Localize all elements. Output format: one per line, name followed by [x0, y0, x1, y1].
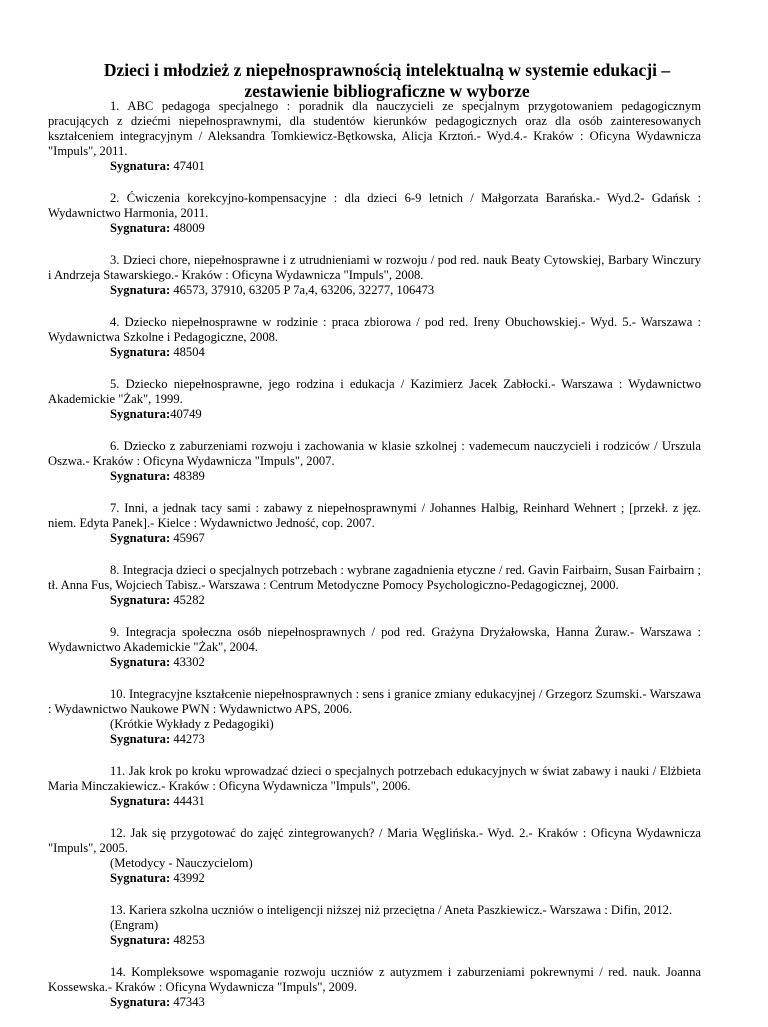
entry-description: 11. Jak krok po kroku wprowadzać dzieci o specjalnych potrzebach edukacyjnych w świat zabawy i nauki / Elżbieta Maria Minczakiewicz.- Kraków : Oficyna Wydawnicza "Impuls", 2006. [48, 764, 701, 793]
entry-series: (Metodycy - Nauczycielom) [110, 856, 253, 870]
title-line-2: zestawienie bibliograficzne w wyborze [244, 81, 530, 101]
signature-value: 43302 [170, 655, 205, 669]
entry-description: 10. Integracyjne kształcenie niepełnosprawnych : sens i granice zmiany edukacyjnej / Grzegorz Szumski.- Warszawa : Wydawnictwo Naukowe PWN : Wydawnictwo APS, 2006. [48, 687, 701, 716]
entry-signature [48, 871, 701, 886]
signature-value: 48504 [170, 345, 205, 359]
bibliography-entry [48, 563, 701, 608]
entry-description: 2. Ćwiczenia korekcyjno-kompensacyjne : dla dzieci 6-9 letnich / Małgorzata Barańska.- Wyd.2- Gdańsk : Wydawnictwo Harmonia, 2011. [48, 191, 701, 220]
entry-signature [48, 159, 701, 174]
bibliography-entry [48, 903, 701, 948]
entry-description: 3. Dzieci chore, niepełnosprawne i z utrudnieniami w rozwoju / pod red. nauk Beaty Cytowskiej, Barbary Winczury i Andrzeja Stawarskiego.- Kraków : Oficyna Wydawnicza "Impuls", 2008. [48, 253, 701, 282]
signature-label: Sygnatura: [110, 871, 171, 885]
signature-label: Sygnatura: [110, 345, 171, 359]
entry-signature [48, 732, 701, 747]
entry-description: 4. Dziecko niepełnosprawne w rodzinie : praca zbiorowa / pod red. Ireny Obuchowskiej.- Wyd. 5.- Warszawa : Wydawnictwa Szkolne i Pedagogiczne, 2008. [48, 315, 701, 344]
entry-description: 14. Kompleksowe wspomaganie rozwoju uczniów z autyzmem i zaburzeniami pokrewnymi / red. nauk. Joanna Kossewska.- Kraków : Oficyna Wydawnicza "Impuls", 2009. [48, 965, 701, 994]
signature-value: 48009 [170, 221, 205, 235]
signature-label: Sygnatura: [110, 221, 171, 235]
bibliography-entry [48, 99, 701, 174]
signature-label: Sygnatura: [110, 593, 171, 607]
bibliography-entry [48, 625, 701, 670]
bibliography-entry [48, 253, 701, 298]
signature-label: Sygnatura: [110, 469, 171, 483]
entry-description: 6. Dziecko z zaburzeniami rozwoju i zachowania w klasie szkolnej : vademecum nauczycieli i rodziców / Urszula Oszwa.- Kraków : Oficyna Wydawnicza "Impuls", 2007. [48, 439, 701, 468]
signature-value: 45967 [170, 531, 205, 545]
signature-value: 48253 [170, 933, 205, 947]
page-title [80, 60, 694, 102]
signature-label: Sygnatura: [110, 655, 171, 669]
signature-label: Sygnatura: [110, 159, 171, 173]
bibliography-entry [48, 826, 701, 886]
entry-description: 12. Jak się przygotować do zajęć zintegrowanych? / Maria Węglińska.- Wyd. 2.- Kraków : Oficyna Wydawnicza "Impuls", 2005. [48, 826, 701, 855]
signature-value: 47343 [170, 995, 205, 1009]
signature-value: 47401 [170, 159, 205, 173]
signature-value: 44273 [170, 732, 205, 746]
entry-signature [48, 283, 701, 298]
bibliography-list [48, 99, 701, 1027]
entry-description: 5. Dziecko niepełnosprawne, jego rodzina i edukacja / Kazimierz Jacek Zabłocki.- Warszawa : Wydawnictwo Akademickie "Żak", 1999. [48, 377, 701, 406]
signature-label: Sygnatura: [110, 995, 171, 1009]
signature-value: 43992 [170, 871, 205, 885]
bibliography-entry [48, 315, 701, 360]
entry-signature [48, 469, 701, 484]
signature-value: 44431 [170, 794, 205, 808]
signature-value: 48389 [170, 469, 205, 483]
entry-signature [48, 345, 701, 360]
entry-signature [48, 933, 701, 948]
entry-signature [48, 995, 701, 1010]
entry-signature [48, 655, 701, 670]
bibliography-entry [48, 377, 701, 422]
entry-description: 7. Inni, a jednak tacy sami : zabawy z niepełnosprawnymi / Johannes Halbig, Reinhard Wehnert ; [przekł. z jęz. niem. Edyta Panek].- Kielce : Wydawnictwo Jedność, cop. 2007. [48, 501, 701, 530]
signature-label: Sygnatura: [110, 283, 171, 297]
entry-series: (Krótkie Wykłady z Pedagogiki) [110, 717, 274, 731]
bibliography-entry [48, 965, 701, 1010]
signature-value: 45282 [170, 593, 205, 607]
bibliography-entry [48, 764, 701, 809]
entry-description: 13. Kariera szkolna uczniów o inteligencji niższej niż przeciętna / Aneta Paszkiewicz.- Warszawa : Difin, 2012. [110, 903, 673, 917]
bibliography-entry [48, 501, 701, 546]
entry-signature [48, 407, 701, 422]
entry-series: (Engram) [110, 918, 159, 932]
entry-description: 8. Integracja dzieci o specjalnych potrzebach : wybrane zagadnienia etyczne / red. Gavin Fairbairn, Susan Fairbairn ; tł. Anna Fus, Wojciech Tabisz.- Warszawa : Centrum Metodyczne Pomocy Psychologiczno-Pedagogicznej, 2000. [48, 563, 701, 592]
entry-signature [48, 794, 701, 809]
entry-signature [48, 221, 701, 236]
signature-label: Sygnatura: [110, 933, 171, 947]
bibliography-entry [48, 191, 701, 236]
signature-label: Sygnatura: [110, 531, 171, 545]
signature-label: Sygnatura: [110, 794, 171, 808]
title-line-1: Dzieci i młodzież z niepełnosprawnością intelektualną w systemie edukacji – [103, 60, 671, 80]
entry-signature [48, 531, 701, 546]
entry-signature [48, 593, 701, 608]
bibliography-entry [48, 687, 701, 747]
entry-description: 1. ABC pedagoga specjalnego : poradnik dla nauczycieli ze specjalnym przygotowaniem pedagogicznym pracujących z dziećmi niepełnosprawnymi, dla studentów kierunków pedagogicznych oraz dla osób zainteresowanych kształceniem integracyjnym / Aleksandra Tomkiewicz-Bętkowska, Alicja Krztoń.- Wyd.4.- Kraków : Oficyna Wydawnicza "Impuls", 2011. [48, 99, 701, 158]
signature-value: 46573, 37910, 63205 P 7a,4, 63206, 32277, 106473 [170, 283, 435, 297]
signature-label: Sygnatura: [110, 732, 171, 746]
bibliography-entry [48, 439, 701, 484]
signature-label: Sygnatura: [110, 407, 171, 421]
entry-description: 9. Integracja społeczna osób niepełnosprawnych / pod red. Grażyna Dryżałowska, Hanna Żuraw.- Warszawa : Wydawnictwo Akademickie "Żak", 2004. [48, 625, 701, 654]
signature-value: 40749 [170, 407, 202, 421]
